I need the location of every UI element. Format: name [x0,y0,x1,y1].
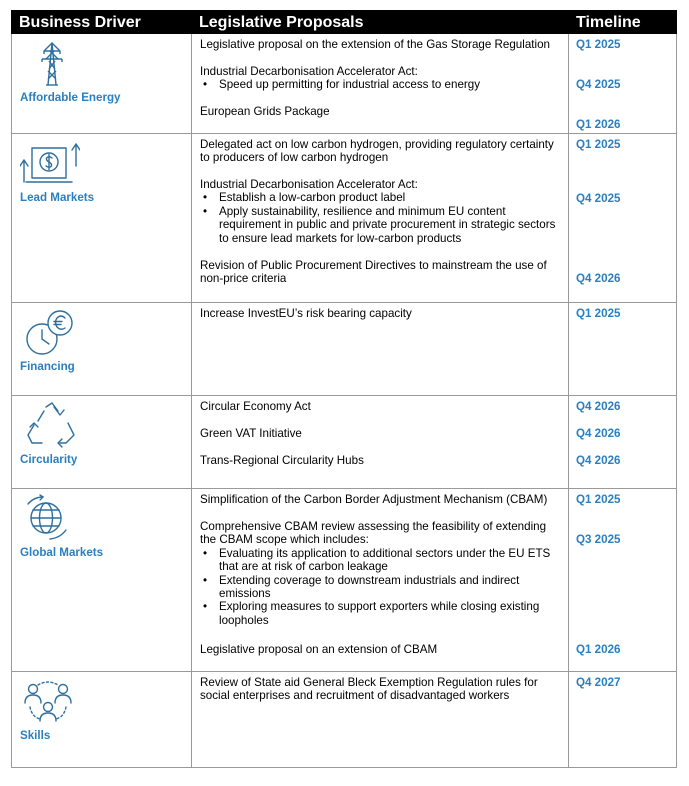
driver-cell [12,134,192,303]
proposal-heading: Industrial Decarbonisation Accelerator Act: [200,65,418,78]
driver-cell [12,396,192,489]
timeline-value: Q4 2026 [576,400,621,413]
header-row [12,11,677,34]
driver-cell [12,34,192,134]
proposal-heading: Industrial Decarbonisation Accelerator Act: [200,178,418,191]
proposals-cell [192,34,569,134]
proposal-bullet: • Establish a low-carbon product label [200,191,562,204]
header-business-driver: Business Driver [12,11,192,34]
driver-cell [12,672,192,768]
proposal-item: Legislative proposal on the extension of the Gas Storage Regulation [200,38,550,51]
proposals-cell [192,303,569,396]
proposal-bullets [200,191,562,245]
timeline-value: Q3 2025 [576,533,621,546]
driver-cell [12,489,192,672]
proposal-item [200,178,562,245]
globe-icon [20,494,80,542]
driver-label: Global Markets [20,546,104,559]
proposal-item: Trans-Regional Circularity Hubs [200,454,364,467]
timeline-value: Q1 2026 [576,643,621,656]
timeline-cell [569,672,677,768]
proposals-cell [192,134,569,303]
proposal-bullet: • Apply sustainability, resilience and minimum EU content requirement in public and private procurement in strategic sectors to ensure lead markets for low-carbon products [200,205,562,245]
table-row [12,396,677,489]
proposal-item [200,65,562,92]
proposals-cell [192,672,569,768]
legislative-table [11,10,677,768]
table-row [12,134,677,303]
header-legislative-proposals: Legislative Proposals [192,11,569,34]
recycle-icon [22,401,82,449]
driver-label: Circularity [20,453,78,466]
driver-label: Skills [20,729,51,742]
timeline-cell [569,303,677,396]
proposal-bullet: • Evaluating its application to additional sectors under the EU ETS that are at risk of carbon leakage [200,547,562,574]
driver-cell [12,303,192,396]
proposal-item [200,520,562,627]
timeline-value: Q1 2025 [576,307,621,320]
timeline-cell [569,489,677,672]
proposal-bullet: • Extending coverage to downstream industrials and indirect emissions [200,574,562,601]
timeline-value: Q1 2026 [576,118,621,131]
proposal-bullets [200,78,562,91]
proposal-item: Increase InvestEU’s risk bearing capacity [200,307,412,320]
timeline-value: Q4 2026 [576,454,621,467]
proposal-bullet: • Exploring measures to support exporters while closing existing loopholes [200,600,562,627]
timeline-value: Q4 2026 [576,427,621,440]
table-row [12,489,677,672]
timeline-value: Q1 2025 [576,138,621,151]
proposal-bullet: • Speed up permitting for industrial access to energy [200,78,562,91]
proposal-item: Green VAT Initiative [200,427,302,440]
timeline-cell [569,34,677,134]
proposals-cell [192,396,569,489]
proposal-item: European Grids Package [200,105,330,118]
timeline-value: Q4 2025 [576,78,621,91]
driver-label: Affordable Energy [20,91,121,104]
timeline-value: Q4 2025 [576,192,621,205]
timeline-cell [569,134,677,303]
proposals-cell [192,489,569,672]
proposal-bullets [200,547,562,627]
money-exchange-icon [20,138,80,186]
table-row [12,34,677,134]
driver-label: Financing [20,360,75,373]
proposal-item: Circular Economy Act [200,400,311,413]
timeline-value: Q4 2027 [576,676,621,689]
proposal-item: Review of State aid General Bleck Exemption Regulation rules for social enterprises and recruitment of disadvantaged workers [200,676,538,703]
driver-label: Lead Markets [20,191,95,204]
proposal-item: Delegated act on low carbon hydrogen, providing regulatory certainty to producers of low carbon hydrogen [200,138,554,165]
euro-clock-icon [20,309,80,357]
timeline-value: Q1 2025 [576,38,621,51]
timeline-value: Q1 2025 [576,493,621,506]
power-pylon-icon [24,39,84,87]
proposal-item: Revision of Public Procurement Directives to mainstream the use of non-price criteria [200,259,547,286]
timeline-cell [569,396,677,489]
timeline-value: Q4 2026 [576,272,621,285]
proposal-item: Legislative proposal on an extension of CBAM [200,643,438,656]
proposal-item: Simplification of the Carbon Border Adjustment Mechanism (CBAM) [200,493,548,506]
people-network-icon [20,677,80,725]
table-row [12,672,677,768]
proposal-heading: Comprehensive CBAM review assessing the feasibility of extending the CBAM scope which includes: [200,520,547,547]
table-row [12,303,677,396]
header-timeline: Timeline [569,11,677,34]
